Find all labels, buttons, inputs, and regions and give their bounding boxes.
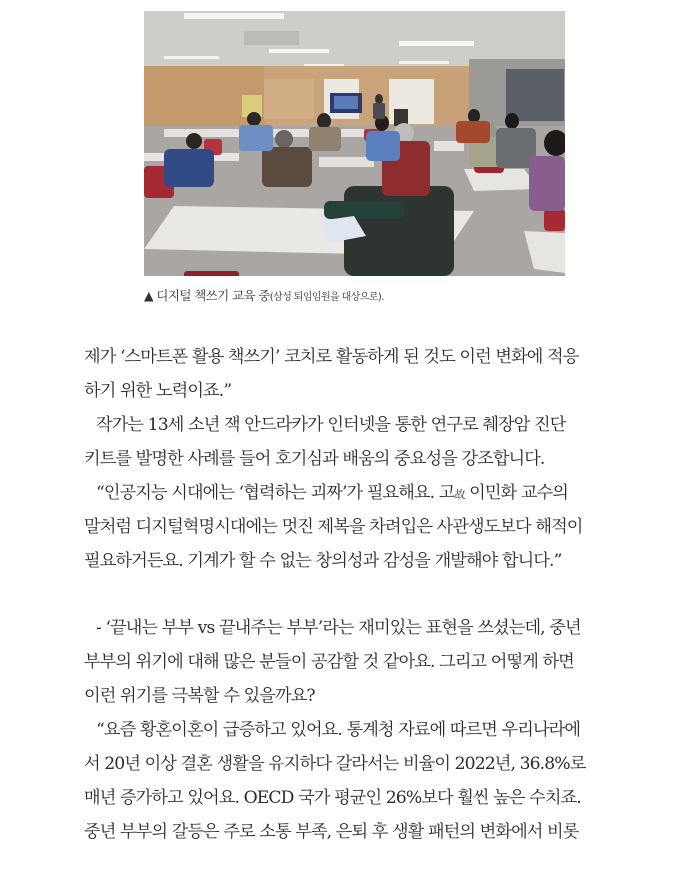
text-line	[84, 476, 629, 510]
paragraph-ai-era-quote	[84, 476, 629, 578]
text-line: 이런 위기를 극복할 수 있을까요?	[84, 686, 315, 706]
text-line: 키트를 발명한 사례를 들어 호기심과 배움의 중요성을 강조합니다.	[84, 449, 545, 469]
text-line: 중년 부부의 갈등은 주로 소통 부족, 은퇴 후 생활 패턴의 변화에서 비롯	[84, 822, 579, 842]
classroom-photo	[144, 11, 565, 276]
paragraph-coach-adaptation	[84, 340, 629, 408]
text-line: “요즘 황혼이혼이 급증하고 있어요. 통계청 자료에 따르면 우리나라에	[96, 720, 581, 740]
paragraph-jack-andraka	[84, 408, 629, 476]
text-segment: “인공지능 시대에는 ‘협력하는 괴짜’가 필요해요. 고	[96, 483, 455, 503]
paragraph-gray-divorce-answer	[84, 713, 629, 849]
triangle-up-icon: ▲	[144, 288, 154, 303]
text-line: 매년 증가하고 있어요. OECD 국가 평균인 26%보다 훨씬 높은 수치죠.	[84, 788, 581, 808]
paragraph-interview-question	[84, 611, 629, 713]
text-line: 필요하거든요. 기계가 할 수 없는 창의성과 감성을 개발해야 합니다.”	[84, 551, 562, 571]
text-segment: 이민화 교수의	[464, 483, 568, 503]
caption-sub-text: (삼성 퇴임임원을 대상으로).	[269, 292, 384, 303]
text-line: - ‘끝내는 부부 vs 끝내주는 부부’라는 재미있는 표현을 쓰셨는데, 중년	[96, 618, 581, 638]
text-line: 작가는 13세 소년 잭 안드라카가 인터넷을 통한 연구로 췌장암 진단	[96, 415, 566, 435]
text-line: 제가 ‘스마트폰 활용 책쓰기’ 코치로 활동하게 된 것도 이런 변화에 적응	[84, 347, 579, 367]
text-line: 하기 위한 노력이죠.”	[84, 381, 232, 401]
text-line: 말처럼 디지털혁명시대에는 멋진 제복을 차려입은 사관생도보다 해적이	[84, 517, 583, 537]
article-body	[84, 340, 629, 849]
text-line: 부부의 위기에 대해 많은 분들이 공감할 것 같아요. 그리고 어떻게 하면	[84, 652, 574, 672]
caption-main-text: 디지털 책쓰기 교육 중	[153, 288, 270, 303]
classroom-photo-illustration	[144, 11, 565, 276]
text-line: 서 20년 이상 결혼 생활을 유지하다 갈라서는 비율이 2022년, 36.8%로	[84, 754, 586, 774]
hanja-text: 故	[454, 488, 465, 501]
photo-caption	[144, 286, 384, 304]
paragraph-gap	[84, 578, 629, 611]
